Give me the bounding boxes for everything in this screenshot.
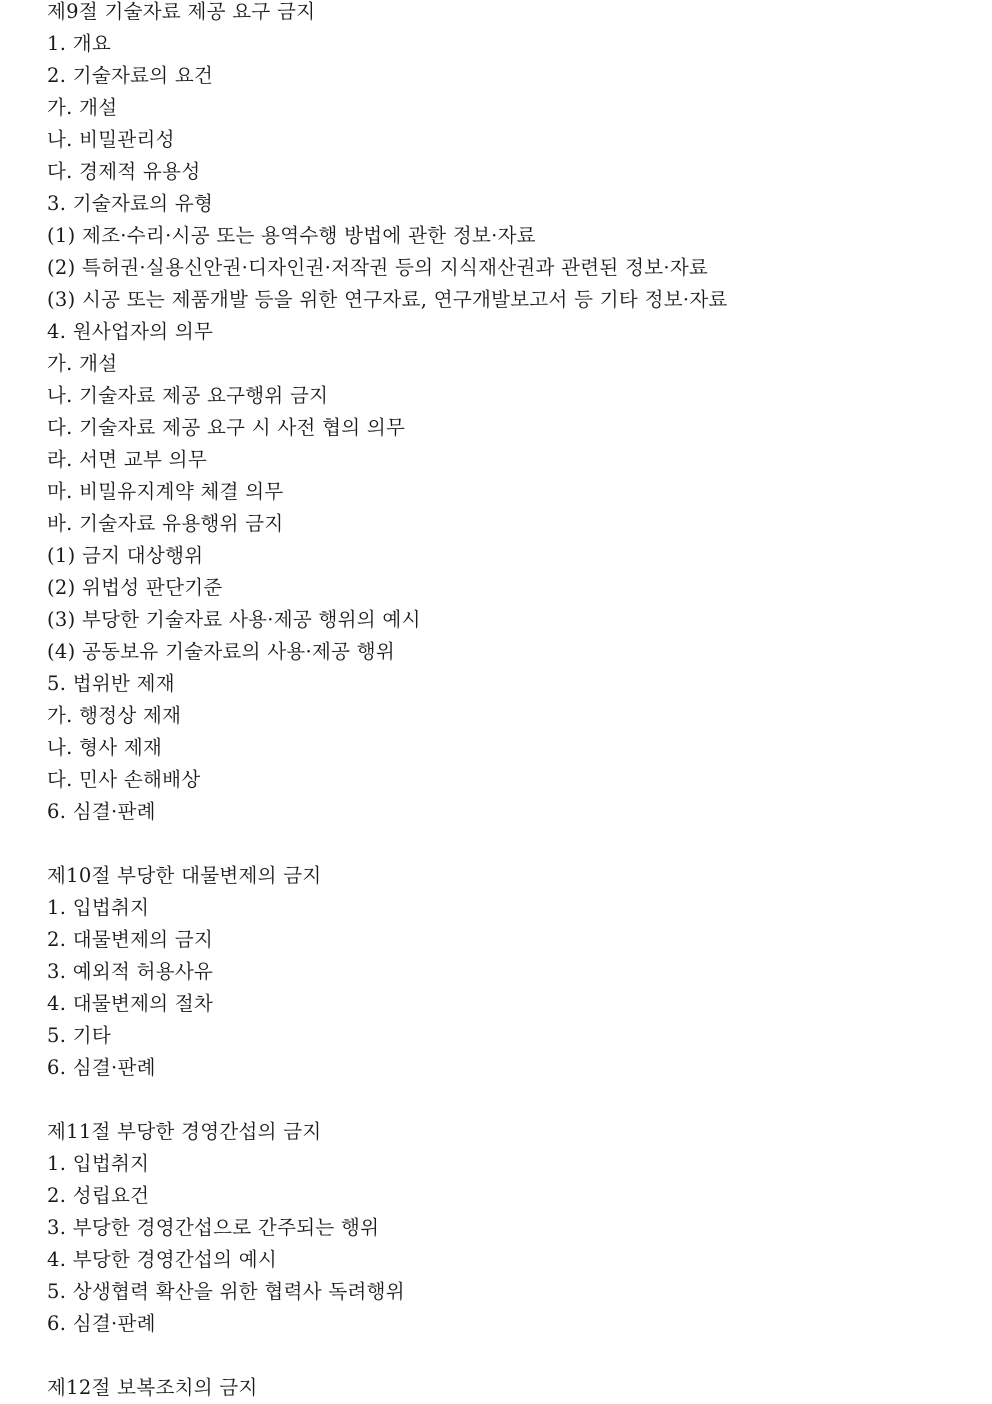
toc-item: (1) 금지 대상행위 [47,544,204,567]
toc-item: 6. 심결·판례 [47,1056,156,1079]
toc-item: 4. 원사업자의 의무 [47,320,214,343]
toc-item: 4. 부당한 경영간섭의 예시 [47,1248,278,1271]
toc-item: 가. 개설 [47,352,118,375]
toc-item: 라. 서면 교부 의무 [47,448,207,471]
toc-item: 5. 법위반 제재 [47,672,175,695]
toc-item: 바. 기술자료 유용행위 금지 [47,512,284,535]
toc-item: 1. 개요 [47,32,111,55]
toc-item: (2) 특허권·실용신안권·디자인권·저작권 등의 지식재산권과 관련된 정보·자료 [47,256,709,279]
toc-item: 6. 심결·판례 [47,1312,156,1335]
toc-item: 마. 비밀유지계약 체결 의무 [47,480,284,503]
toc-item: 6. 심결·판례 [47,800,156,823]
toc-item: 가. 개설 [47,96,118,119]
table-of-contents [47,0,728,1404]
section-9-title: 제9절 기술자료 제공 요구 금지 [47,0,316,23]
toc-item: 1. 입법취지 [47,1152,150,1175]
toc-item: 다. 기술자료 제공 요구 시 사전 협의 의무 [47,416,406,439]
toc-item: 2. 기술자료의 요건 [47,64,214,87]
toc-item: (3) 시공 또는 제품개발 등을 위한 연구자료, 연구개발보고서 등 기타 정보·자료 [47,288,728,311]
toc-item: (2) 위법성 판단기준 [47,576,223,599]
toc-item: 4. 대물변제의 절차 [47,992,214,1015]
toc-item: 나. 형사 제재 [47,736,163,759]
section-11-title: 제11절 부당한 경영간섭의 금지 [47,1120,322,1143]
toc-item: 5. 상생협력 확산을 위한 협력사 독려행위 [47,1280,405,1303]
toc-item: 1. 입법취지 [47,896,150,919]
section-10-title: 제10절 부당한 대물변제의 금지 [47,864,322,887]
toc-item: 2. 대물변제의 금지 [47,928,214,951]
toc-item: 3. 예외적 허용사유 [47,960,214,983]
section-12-title: 제12절 보복조치의 금지 [47,1376,258,1399]
toc-item: (4) 공동보유 기술자료의 사용·제공 행위 [47,640,396,663]
toc-item: 다. 경제적 유용성 [47,160,201,183]
toc-item: 3. 부당한 경영간섭으로 간주되는 행위 [47,1216,380,1239]
toc-item: 2. 성립요건 [47,1184,150,1207]
blank-line [47,828,728,860]
blank-line [47,1340,728,1372]
toc-item: 다. 민사 손해배상 [47,768,201,791]
toc-item: 5. 기타 [47,1024,111,1047]
toc-item: 3. 기술자료의 유형 [47,192,214,215]
toc-item: 나. 기술자료 제공 요구행위 금지 [47,384,329,407]
toc-item: 나. 비밀관리성 [47,128,175,151]
blank-line [47,1084,728,1116]
toc-item: 가. 행정상 제재 [47,704,182,727]
toc-item: (3) 부당한 기술자료 사용·제공 행위의 예시 [47,608,421,631]
toc-item: (1) 제조·수리·시공 또는 용역수행 방법에 관한 정보·자료 [47,224,536,247]
